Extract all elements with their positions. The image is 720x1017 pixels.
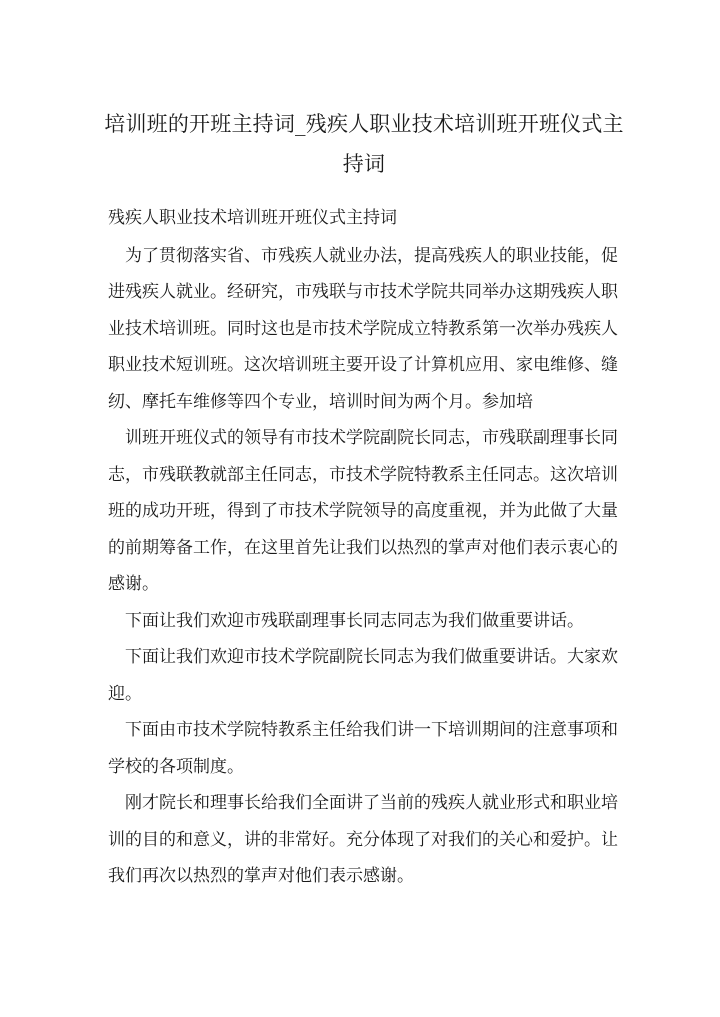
paragraph: 刚才院长和理事长给我们全面讲了当前的残疾人就业形式和职业培训的目的和意义，讲的非常好。充分体现了对我们的关心和爱护。让我们再次以热烈的掌声对他们表示感谢。: [108, 793, 618, 886]
paragraph: 下面让我们欢迎市残联副理事长同志同志为我们做重要讲话。: [125, 610, 584, 631]
paragraph: 下面让我们欢迎市技术学院副院长同志为我们做重要讲话。大家欢迎。: [108, 647, 618, 704]
paragraph: 下面由市技术学院特教系主任给我们讲一下培训期间的注意事项和学校的各项制度。: [108, 720, 618, 777]
paragraph: 为了贯彻落实省、市残疾人就业办法，提高残疾人的职业技能，促进残疾人就业。经研究，市残联与市技术学院共同举办这期残疾人职业技术培训班。同时这也是市技术学院成立特教系第一次举办残疾人职业技术短训班。这次培训班主要开设了计算机应用、家电维修、缝纫、摩托车维修等四个专业，培训时间为两个月。参加培: [108, 245, 618, 412]
section-heading: 残疾人职业技术培训班开班仪式主持词: [108, 208, 397, 228]
paragraph: 训班开班仪式的领导有市技术学院副院长同志，市残联副理事长同志，市残联教就部主任同志，市技术学院特教系主任同志。这次培训班的成功开班，得到了市技术学院领导的高度重视，并为此做了大量的前期筹备工作，在这里首先让我们以热烈的掌声对他们表示衷心的感谢。: [108, 428, 618, 594]
document-body: [108, 200, 618, 895]
document-title: 培训班的开班主持词_残疾人职业技术培训班开班仪式主持词: [104, 112, 624, 176]
